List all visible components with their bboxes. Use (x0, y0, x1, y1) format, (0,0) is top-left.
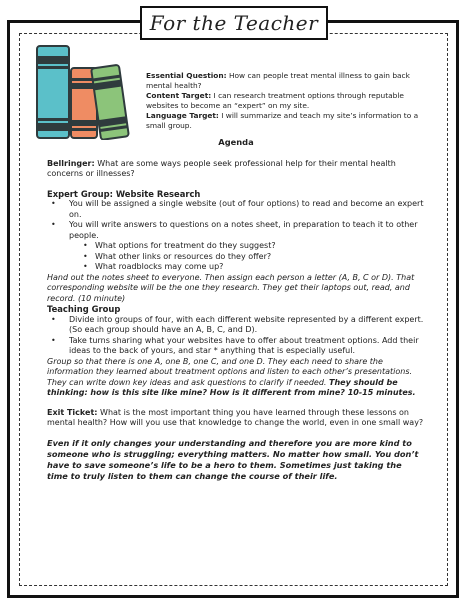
content-target: Content Target: I can research treatment options through reputable websites to become an “expert” on my site. (146, 91, 404, 110)
teaching-group-list (47, 315, 425, 357)
teaching-group-note: Group so that there is one A, one B, one C, and one D. They each need to share the information they learned about treatment options and listen to each other’s presentations. They can write down key ideas and ask questions to clarify if needed. They should be thinking: how is this site like mine? How is it different from mine? 10-15 minutes. (47, 356, 416, 397)
exit-ticket: Exit Ticket: What is the most important thing you have learned through these lessons on mental health? How will you use that knowledge to change the world, even in one small way? (47, 407, 424, 427)
expert-group-note: Hand out the notes sheet to everyone. Then assign each person a letter (A, B, C or D). That corresponding website will be the one they research. They get their laptops out, read, and record. (10 minute) (47, 272, 415, 303)
expert-group-heading: Expert Group: Website Research (47, 188, 201, 199)
page-title: For the Teacher (140, 6, 328, 40)
books-illustration (33, 44, 143, 140)
sub-list-item: • What other links or resources do they offer? (47, 252, 425, 263)
bellringer: Bellringer: What are some ways people seek professional help for their mental health concerns or illnesses? (47, 158, 396, 178)
expert-group-list (47, 199, 425, 273)
essential-question: Essential Question: How can people treat mental illness to gain back mental health? (146, 71, 410, 90)
teaching-group-heading: Teaching Group (47, 304, 121, 314)
sub-list-item: • What options for treatment do they suggest? (47, 241, 425, 252)
list-item: • You will write answers to questions on a notes sheet, in preparation to teach it to other people. (47, 220, 425, 241)
agenda-body (47, 137, 425, 482)
closing-message: Even if it only changes your understanding and therefore you are more kind to someone who is struggling; everything matters. No matter how small. You don’t have to save someone’s life to be a hero to them. Sometimes just taking the time to truly listen to them can change the course of their life. (47, 437, 419, 481)
list-item: • Divide into groups of four, with each different website represented by a different expert. (So each group should have an A, B, C, and D). (47, 315, 425, 336)
agenda-title: Agenda (218, 137, 254, 147)
lesson-targets (146, 71, 438, 131)
language-target: Language Target: I will summarize and teach my site’s information to a small group. (146, 111, 419, 130)
sub-list-item: • What roadblocks may come up? (47, 262, 425, 273)
list-item: • You will be assigned a single website (out of four options) to read and become an expert on. (47, 199, 425, 220)
list-item: • Take turns sharing what your websites have to offer about treatment options. Add their ideas to the back of yours, and star * anything that is especially useful. (47, 336, 425, 357)
